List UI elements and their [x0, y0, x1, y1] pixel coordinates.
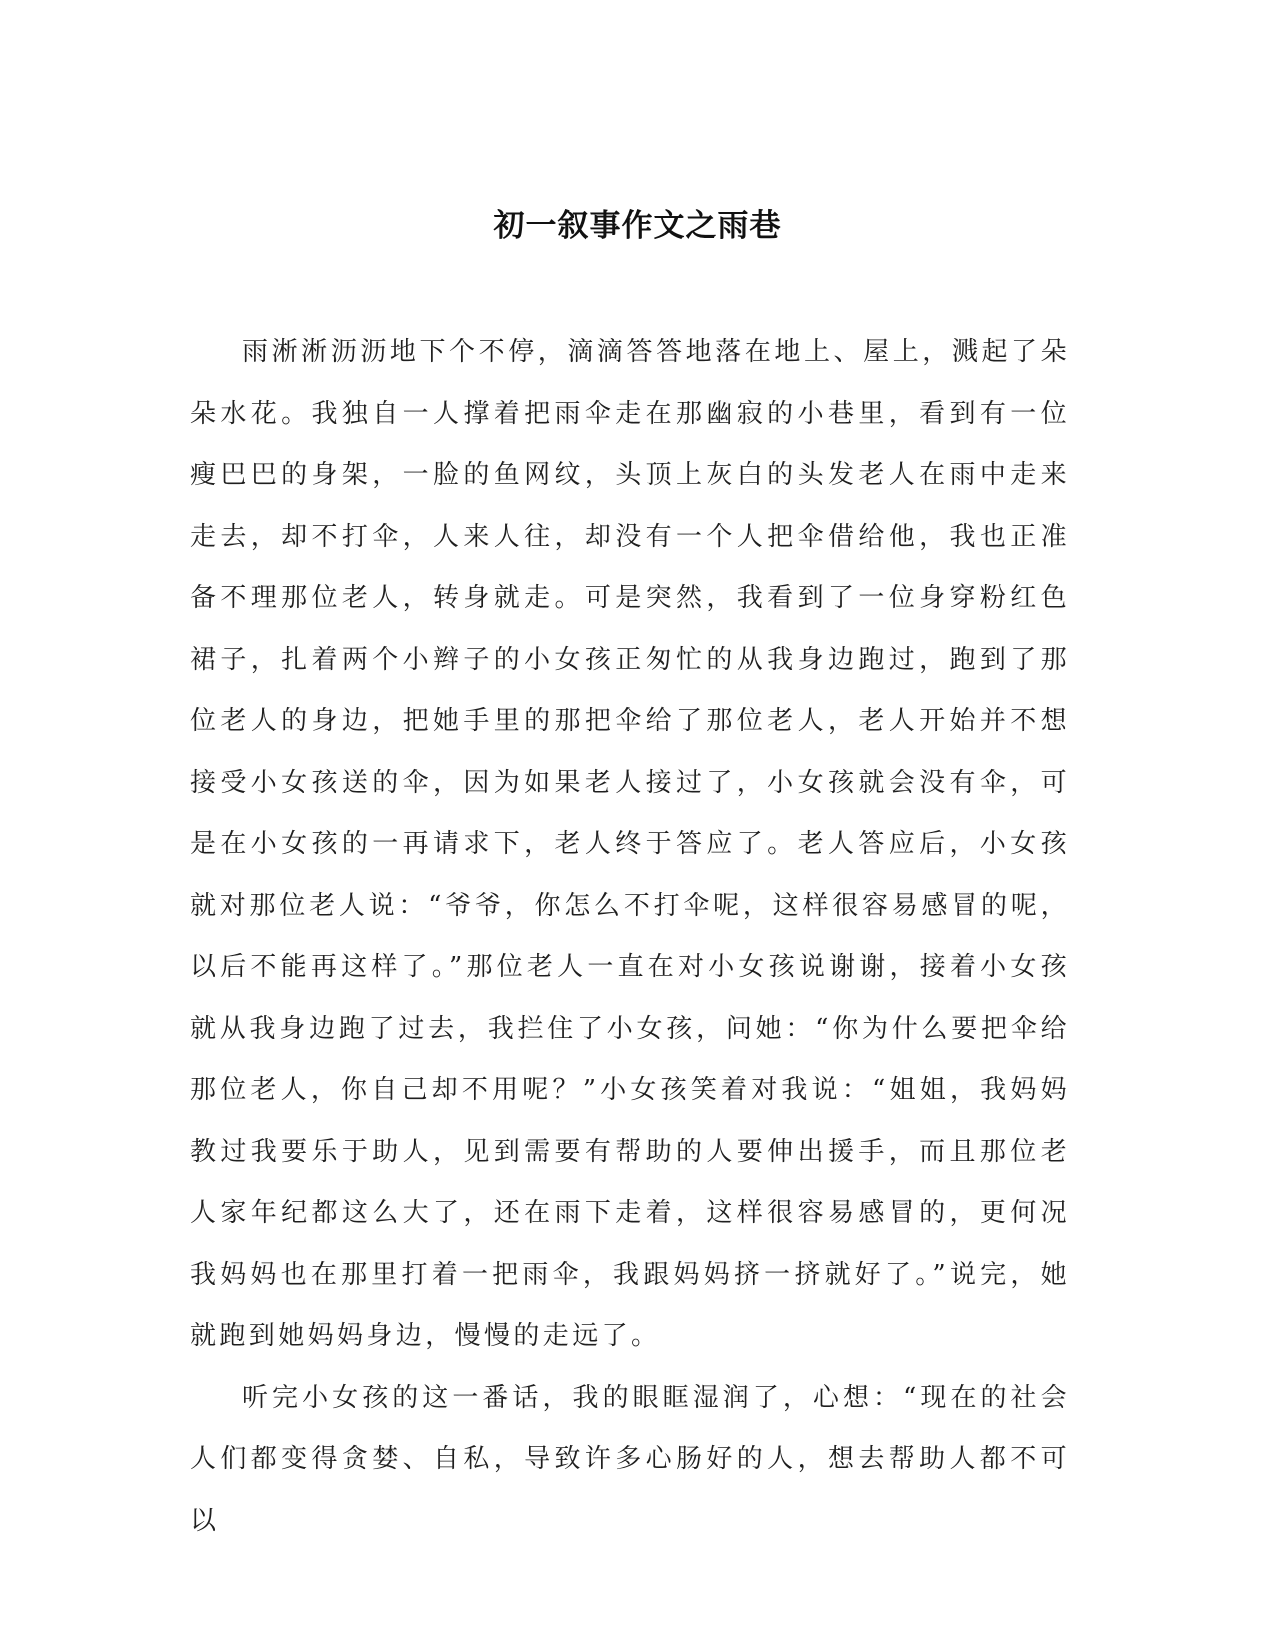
document-title: 初一叙事作文之雨巷	[493, 208, 782, 244]
paragraph-1: 雨淅淅沥沥地下个不停，滴滴答答地落在地上、屋上，溅起了朵朵水花。我独自一人撑着把雨伞走在那幽寂的小巷里，看到有一位瘦巴巴的身架，一脸的鱼网纹，头顶上灰白的头发老人在雨中走来走去，却不打伞，人来人往，却没有一个人把伞借给他，我也正准备不理那位老人，转身就走。可是突然，我看到了一位身穿粉红色裙子，扎着两个小辫子的小女孩正匆忙的从我身边跑过，跑到了那位老人的身边，把她手里的那把伞给了那位老人，老人开始并不想接受小女孩送的伞，因为如果老人接过了，小女孩就会没有伞，可是在小女孩的一再请求下，老人终于答应了。老人答应后，小女孩就对那位老人说：“爷爷，你怎么不打伞呢，这样很容易感冒的呢，以后不能再这样了。”那位老人一直在对小女孩说谢谢，接着小女孩就从我身边跑了过去，我拦住了小女孩，问她：“你为什么要把伞给那位老人，你自己却不用呢？”小女孩笑着对我说：“姐姐，我妈妈教过我要乐于助人，见到需要有帮助的人要伸出援手，而且那位老人家年纪都这么大了，还在雨下走着，这样很容易感冒的，更何况我妈妈也在那里打着一把雨伞，我跟妈妈挤一挤就好了。”说完，她就跑到她妈妈身边，慢慢的走远了。	[190, 337, 1070, 1351]
document-body	[190, 322, 1070, 1552]
paragraph-2: 听完小女孩的这一番话，我的眼眶湿润了，心想：“现在的社会人们都变得贪婪、自私，导致许多心肠好的人，想去帮助人都不可以	[190, 1382, 1070, 1536]
